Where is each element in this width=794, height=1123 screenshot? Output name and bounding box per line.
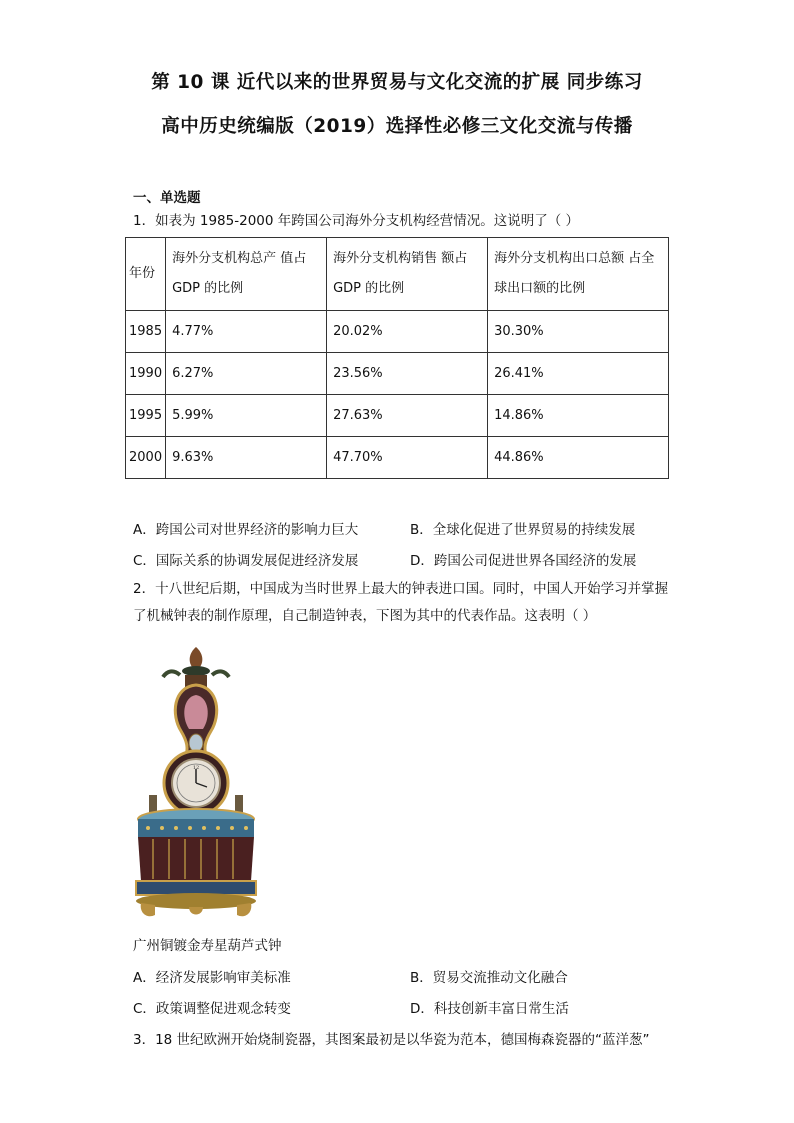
table-row [126, 353, 669, 395]
cell-output: 5.99% [166, 395, 327, 437]
cell-output: 6.27% [166, 353, 327, 395]
cell-output: 4.77% [166, 311, 327, 353]
q2-option-d: D．科技创新丰富日常生活 [410, 1001, 569, 1017]
header-export-share: 海外分支机构出口总额 占全球出口额的比例 [488, 238, 669, 311]
section-heading: 一、单选题 [133, 190, 201, 206]
q1-option-b: B．全球化促进了世界贸易的持续发展 [410, 522, 636, 538]
q2-option-c: C．政策调整促进观念转变 [133, 1001, 291, 1017]
cell-export: 44.86% [488, 437, 669, 479]
q2-option-a: A．经济发展影响审美标准 [133, 970, 291, 986]
cell-output: 9.63% [166, 437, 327, 479]
q2-option-b: B．贸易交流推动文化融合 [410, 970, 568, 986]
image-caption: 广州铜镀金寿星葫芦式钟 [133, 938, 282, 954]
cell-export: 14.86% [488, 395, 669, 437]
cell-year: 1990 [126, 353, 166, 395]
table-row [126, 437, 669, 479]
cell-sales: 23.56% [327, 353, 488, 395]
question-2-stem: 2．十八世纪后期，中国成为当时世界上最大的钟表进口国。同时，中国人开始学习并掌握了机械钟表的制作原理，自己制造钟表，下图为其中的代表作品。这表明（ ） [133, 581, 669, 624]
table-row [126, 395, 669, 437]
header-sales-gdp: 海外分支机构销售 额占 GDP 的比例 [327, 238, 488, 311]
question-3-stem: 3．18 世纪欧洲开始烧制瓷器，其图案最初是以华瓷为范本，德国梅森瓷器的“蓝洋葱” [133, 1032, 650, 1048]
gourd-clock-image [133, 645, 259, 923]
header-year: 年份 [126, 238, 166, 311]
q1-option-a: A．跨国公司对世界经济的影响力巨大 [133, 522, 359, 538]
question-1-stem: 1．如表为 1985-2000 年跨国公司海外分支机构经营情况。这说明了（ ） [133, 213, 580, 229]
header-output-gdp: 海外分支机构总产 值占 GDP 的比例 [166, 238, 327, 311]
table-header-row [126, 238, 669, 311]
table-row [126, 311, 669, 353]
q1-option-c: C．国际关系的协调发展促进经济发展 [133, 553, 359, 569]
cell-sales: 20.02% [327, 311, 488, 353]
q1-option-d: D．跨国公司促进世界各国经济的发展 [410, 553, 637, 569]
cell-sales: 27.63% [327, 395, 488, 437]
cell-export: 30.30% [488, 311, 669, 353]
page-subtitle: 高中历史统编版（2019）选择性必修三文化交流与传播 [161, 116, 633, 137]
clock-numeral: 12 [192, 765, 200, 771]
cell-sales: 47.70% [327, 437, 488, 479]
page-title: 第 10 课 近代以来的世界贸易与文化交流的扩展 同步练习 [151, 72, 643, 93]
cell-export: 26.41% [488, 353, 669, 395]
cell-year: 1985 [126, 311, 166, 353]
data-table [125, 237, 669, 479]
cell-year: 2000 [126, 437, 166, 479]
cell-year: 1995 [126, 395, 166, 437]
